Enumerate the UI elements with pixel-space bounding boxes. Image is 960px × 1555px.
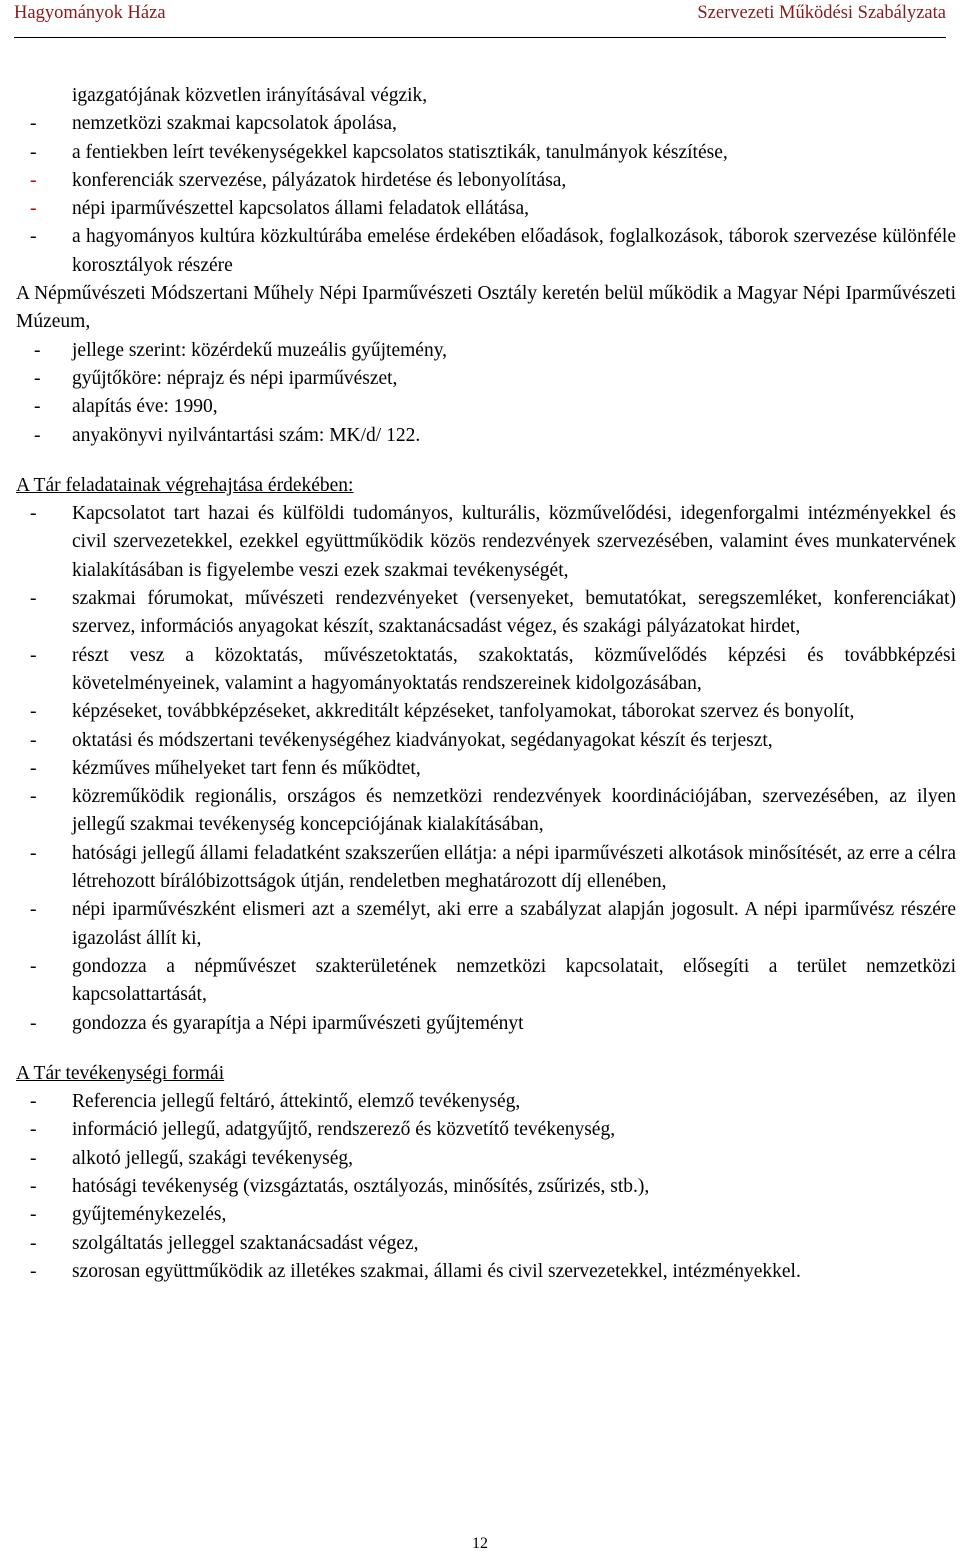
list-item <box>16 139 956 167</box>
bullet-dash: - <box>30 141 37 163</box>
list-item-text: népi iparművészként elismeri azt a személyt, aki erre a szabályzat alapján jogosult. A népi iparművész részére igazolást állít ki, <box>72 899 956 949</box>
list-item-text: konferenciák szervezése, pályázatok hirdetése és lebonyolítása, <box>72 169 567 191</box>
list-item <box>16 1201 956 1229</box>
list-item-text: szakmai fórumokat, művészeti rendezvényeket (versenyeket, bemutatókat, seregszemléket, konferenciákat) szervez, információs anyagokat készít, szaktanácsadást végez, és szakági pályázatokat hirdet, <box>72 588 956 638</box>
task-list-a <box>16 110 956 280</box>
museum-paragraph: A Népművészeti Módszertani Műhely Népi Iparművészeti Osztály keretén belül működik a Magyar Népi Iparművészeti Múzeum, <box>16 283 956 333</box>
bullet-dash: - <box>30 113 37 135</box>
list-item-text: részt vesz a közoktatás, művészetoktatás, szakoktatás, közművelődés képzési és továbbképzési követelményeinek, valamint a hagyományoktatás rendszereinek kidolgozásában, <box>72 644 956 694</box>
list-item-text: gondozza és gyarapítja a Népi iparművészeti gyűjteményt <box>72 1012 524 1034</box>
list-item-text: hatósági jellegű állami feladatként szakszerűen ellátja: a népi iparművészeti alkotások minősítését, az erre a célra létrehozott bírálóbizottságok útján, rendeletben meghatározott díj ellenében, <box>72 842 956 893</box>
forms-list <box>16 1088 956 1286</box>
bullet-dash: - <box>30 1091 37 1113</box>
list-item <box>16 1173 956 1201</box>
list-item <box>16 727 956 755</box>
header-right-title: Szervezeti Működési Szabályzata <box>697 2 946 23</box>
list-item <box>16 110 956 138</box>
list-item <box>16 1230 956 1258</box>
bullet-dash: - <box>30 701 37 723</box>
list-item <box>16 365 956 393</box>
bullet-dash: - <box>30 899 37 921</box>
bullet-dash: - <box>30 1175 37 1197</box>
page-header <box>14 0 946 38</box>
bullet-dash: - <box>30 226 37 248</box>
spacer <box>16 1038 956 1060</box>
bullet-dash: - <box>34 424 41 446</box>
list-item <box>16 422 956 450</box>
list-item <box>16 698 956 726</box>
bullet-dash: - <box>30 198 37 220</box>
bullet-dash: - <box>30 1232 37 1254</box>
bullet-dash: - <box>30 729 37 751</box>
list-item <box>16 1145 956 1173</box>
task-list-b <box>16 500 956 1038</box>
header-left-title: Hagyományok Háza <box>14 2 166 23</box>
spacer <box>16 450 956 472</box>
bullet-dash: - <box>30 1147 37 1169</box>
list-item <box>16 896 956 953</box>
list-item <box>16 642 956 699</box>
bullet-dash: - <box>34 396 41 418</box>
list-item <box>16 195 956 223</box>
bullet-dash: - <box>30 1119 37 1141</box>
list-item-text: anyakönyvi nyilvántartási szám: MK/d/ 122. <box>72 424 421 446</box>
bullet-dash: - <box>34 339 41 361</box>
list-item <box>16 1010 956 1038</box>
list-item <box>16 337 956 365</box>
document-body <box>16 82 956 1286</box>
list-item-text: alkotó jellegű, szakági tevékenység, <box>72 1147 354 1169</box>
page-number: 12 <box>472 1535 488 1552</box>
bullet-dash: - <box>30 1260 37 1282</box>
list-item-text: jellege szerint: közérdekű muzeális gyűjtemény, <box>72 339 448 361</box>
list-item-text: Kapcsolatot tart hazai és külföldi tudományos, kulturális, közművelődési, idegenforgalmi intézményekkel és civil szervezetekkel, ezekkel együttműködik közös rendezvények szervezésében, valamint éves munkatervének kialakításában is figyelembe veszi ezek szakmai tevékenységét, <box>72 503 956 581</box>
list-item <box>16 500 956 585</box>
bullet-dash: - <box>30 644 37 666</box>
list-item <box>16 223 956 280</box>
bullet-dash: - <box>30 1012 37 1034</box>
bullet-dash: - <box>30 1204 37 1226</box>
bullet-dash: - <box>30 169 37 191</box>
list-item-text: gyűjtőköre: néprajz és népi iparművészet, <box>72 367 398 389</box>
list-item <box>16 585 956 642</box>
list-item-text: szorosan együttműködik az illetékes szakmai, állami és civil szervezetekkel, intézményekkel. <box>72 1260 801 1282</box>
museum-details-list <box>16 337 956 450</box>
list-item-text: kézműves műhelyeket tart fenn és működtet, <box>72 757 421 779</box>
list-item <box>16 1088 956 1116</box>
bullet-dash: - <box>30 503 37 525</box>
list-item <box>16 1116 956 1144</box>
list-item-text: oktatási és módszertani tevékenységéhez kiadványokat, segédanyagokat készít és terjeszt, <box>72 729 773 751</box>
list-item <box>16 783 956 840</box>
bullet-dash: - <box>34 367 41 389</box>
list-item <box>16 755 956 783</box>
bullet-dash: - <box>30 757 37 779</box>
section-heading-forms: A Tár tevékenységi formái <box>16 1062 225 1084</box>
list-item-text: gondozza a népművészet szakterületének nemzetközi kapcsolatait, elősegíti a terület nemzetközi kapcsolattartását, <box>72 955 956 1006</box>
list-item-text: népi iparművészettel kapcsolatos állami feladatok ellátása, <box>72 198 529 220</box>
bullet-dash: - <box>30 588 37 610</box>
bullet-dash: - <box>30 842 37 864</box>
list-item-text: közreműködik regionális, országos és nemzetközi rendezvények koordinációjában, szervezésében, az ilyen jellegű szakmai tevékenység koncepciójának kialakításában, <box>72 786 956 836</box>
list-item <box>16 953 956 1010</box>
bullet-dash: - <box>30 786 37 808</box>
list-item-text: információ jellegű, adatgyűjtő, rendszerező és közvetítő tevékenység, <box>72 1119 616 1141</box>
list-item <box>16 840 956 897</box>
list-item-text: nemzetközi szakmai kapcsolatok ápolása, <box>72 113 397 135</box>
list-item-text: képzéseket, továbbképzéseket, akkreditált képzéseket, tanfolyamokat, táborokat szervez és bonyolít, <box>72 701 855 723</box>
list-item-text: alapítás éve: 1990, <box>72 396 218 418</box>
intro-line: igazgatójának közvetlen irányításával végzik, <box>72 85 428 106</box>
list-item <box>16 1258 956 1286</box>
list-item-text: a hagyományos kultúra közkultúrába emelése érdekében előadások, foglalkozások, táborok szervezése különféle korosztályok részére <box>72 226 956 276</box>
bullet-dash: - <box>30 955 37 977</box>
list-item-text: Referencia jellegű feltáró, áttekintő, elemző tevékenység, <box>72 1091 521 1113</box>
list-item-text: gyűjteménykezelés, <box>72 1204 227 1226</box>
list-item <box>16 393 956 421</box>
list-item-text: a fentiekben leírt tevékenységekkel kapcsolatos statisztikák, tanulmányok készítése, <box>72 141 728 163</box>
list-item <box>16 167 956 195</box>
list-item-text: szolgáltatás jelleggel szaktanácsadást végez, <box>72 1232 419 1254</box>
list-item-text: hatósági tevékenység (vizsgáztatás, osztályozás, minősítés, zsűrizés, stb.), <box>72 1175 650 1197</box>
section-heading-tasks: A Tár feladatainak végrehajtása érdekében: <box>16 474 354 496</box>
